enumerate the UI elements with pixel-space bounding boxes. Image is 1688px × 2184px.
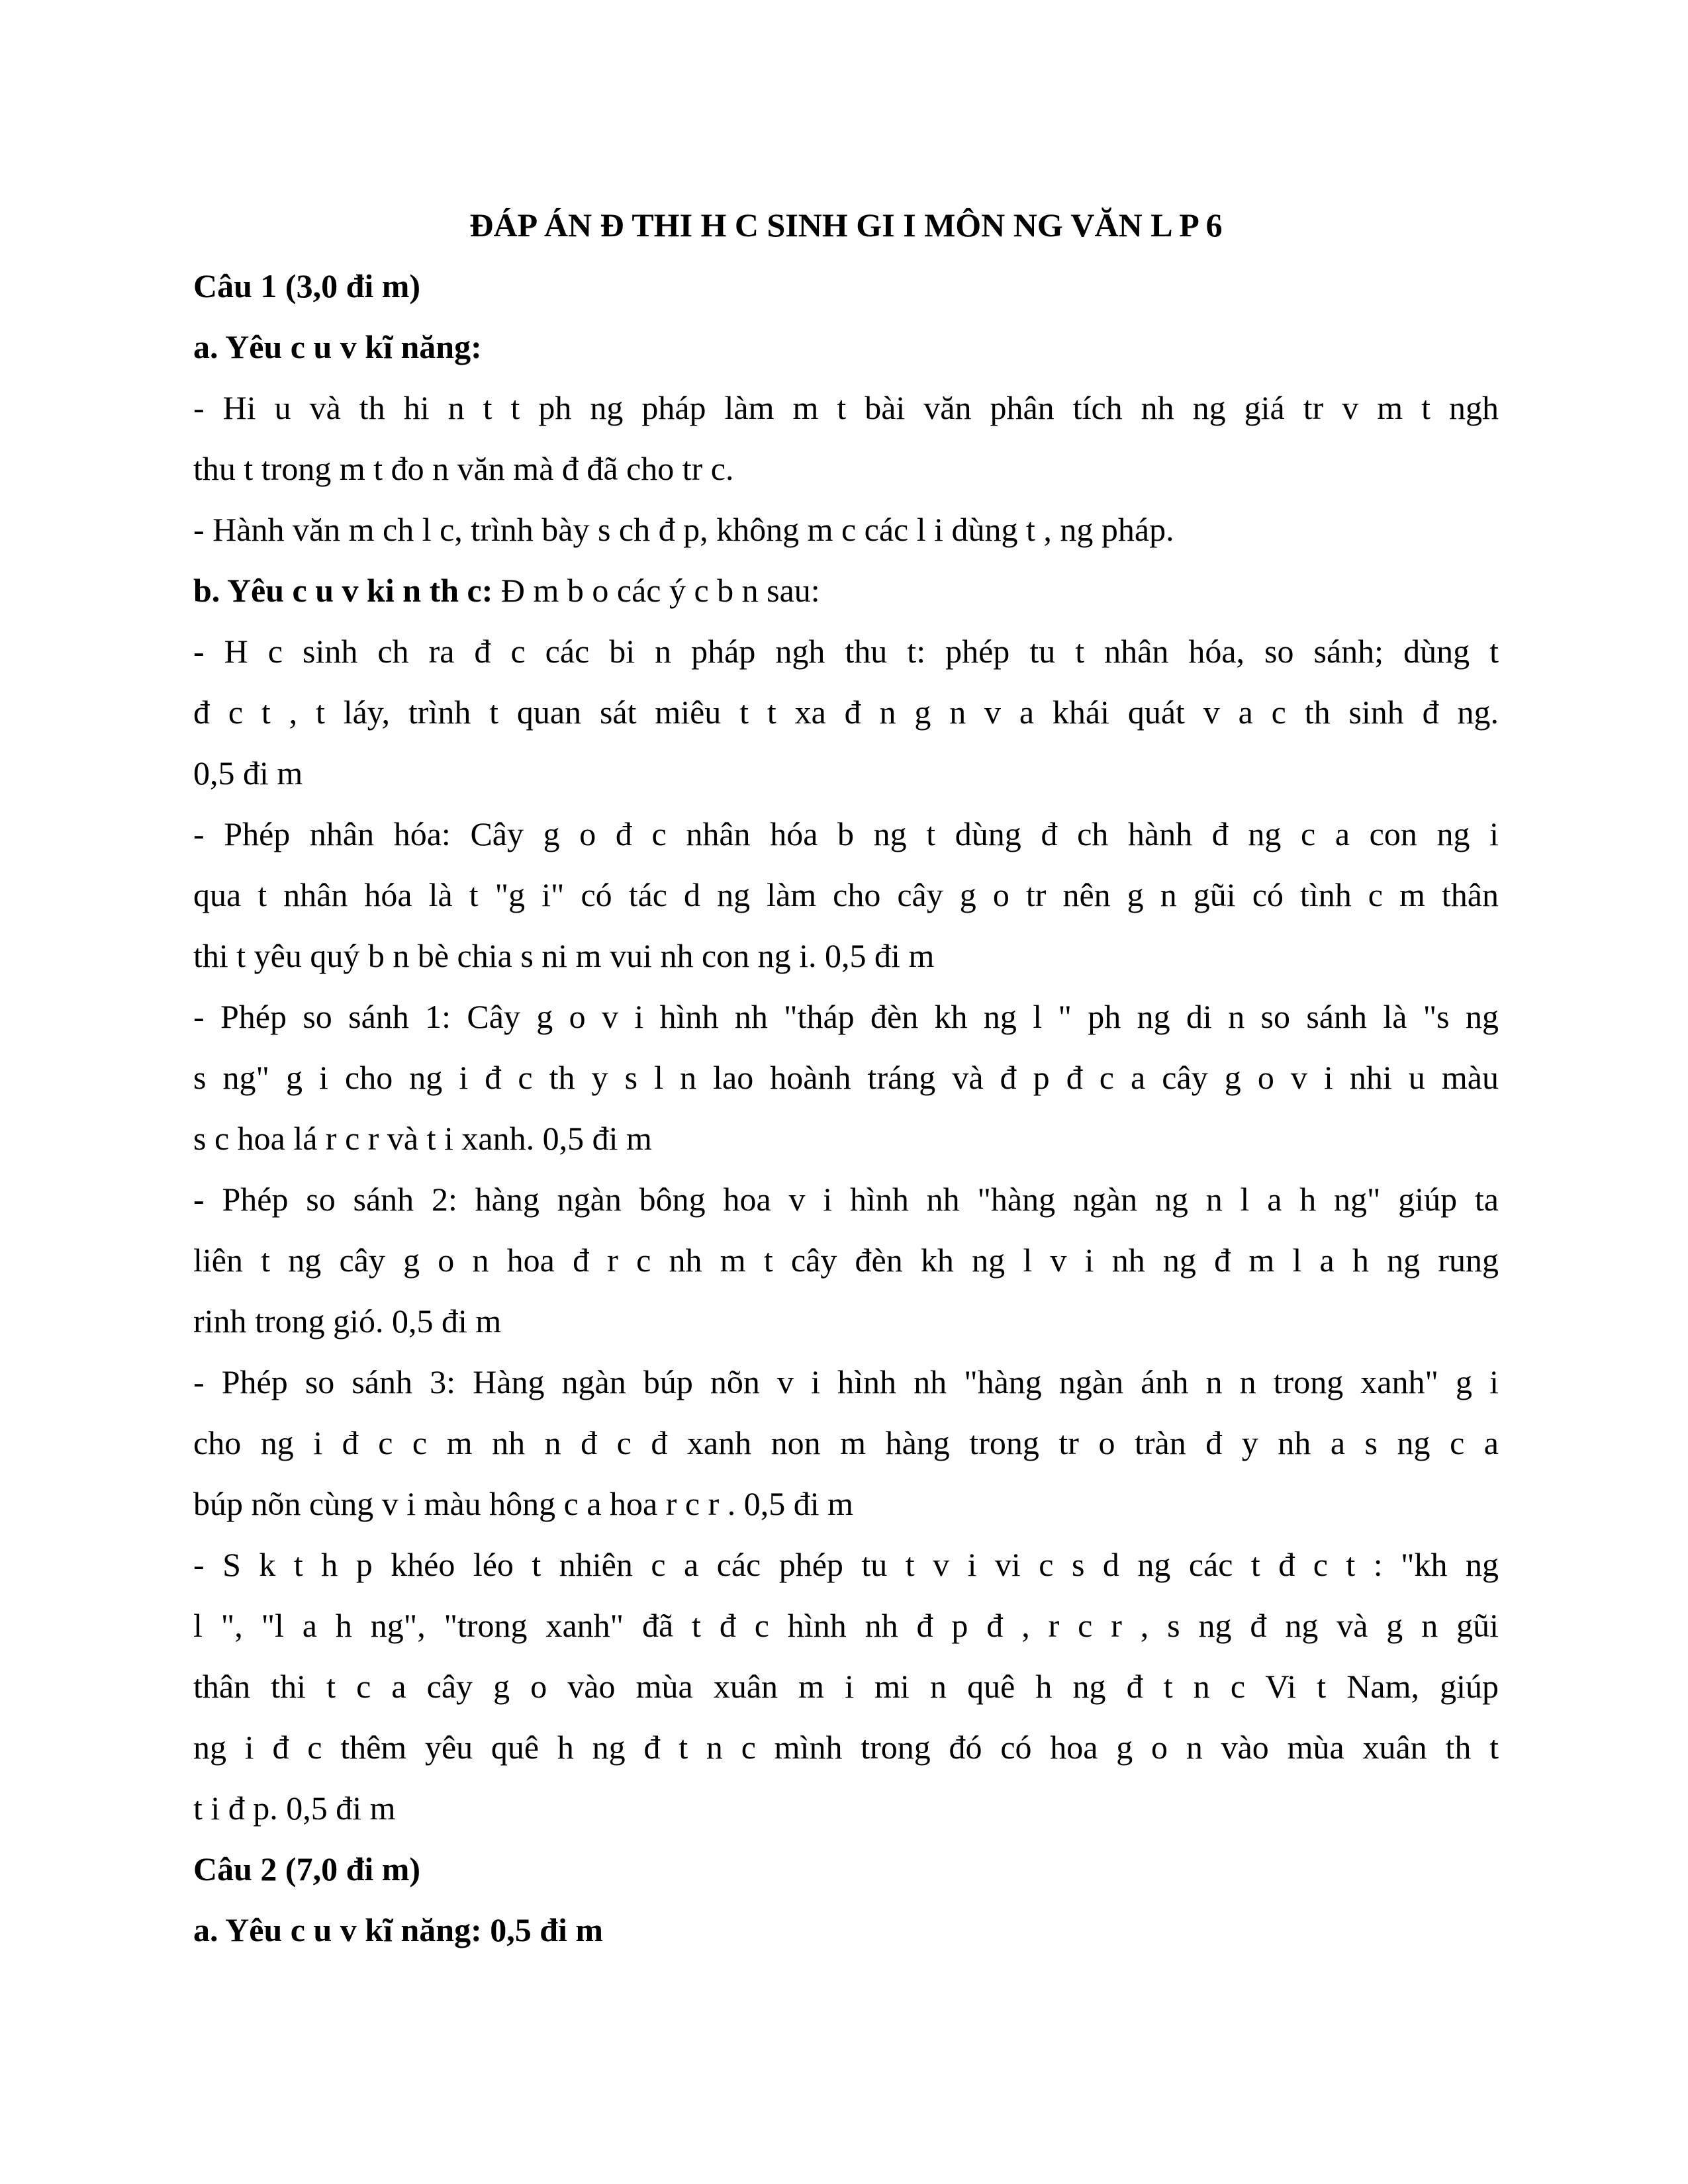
text-line: đ c t , t láy, trình t quan sát miêu t t xa đ n g n v a khái quát v a c th sinh đ ng. [193,694,1499,731]
text-line: rinh trong gió. 0,5 đi m [193,1302,502,1340]
text-line: - H c sinh ch ra đ c các bi n pháp ngh thu t: phép tu t nhân hóa, so sánh; dùng t [193,633,1499,670]
text-line: 0,5 đi m [193,754,303,792]
question-1-knowledge-heading [193,560,1499,621]
text-line: thân thi t c a cây g o vào mùa xuân m i mi n quê h ng đ t n c Vi t Nam, giúp [193,1668,1499,1705]
text-line: thu t trong m t đo n văn mà đ đã cho tr c. [193,450,734,487]
document-title: ĐÁP ÁN Đ THI H C SINH GI I MÔN NG VĂN L P 6 [469,206,1223,244]
paragraph-1 [193,621,1499,803]
knowledge-heading-label: b. Yêu c u v ki n th c: [193,572,493,609]
question-2-heading: Câu 2 (7,0 đi m) [193,1850,421,1888]
text-line: s ng" g i cho ng i đ c th y s l n lao hoành tráng và đ p đ c a cây g o v i nhi u màu [193,1059,1499,1096]
text-line: - Phép nhân hóa: Cây g o đ c nhân hóa b ng t dùng đ ch hành đ ng c a con ng i [193,815,1499,852]
text-line: ng i đ c thêm yêu quê h ng đ t n c mình trong đó có hoa g o n vào mùa xuân th t [193,1729,1499,1766]
text-line: - S k t h p khéo léo t nhiên c a các phép tu t v i vi c s d ng các t đ c t : "kh ng [193,1546,1499,1583]
question-1-heading: Câu 1 (3,0 đi m) [193,267,421,304]
text-line: - Phép so sánh 2: hàng ngàn bông hoa v i hình nh "hàng ngàn ng n l a h ng" giúp ta [193,1181,1499,1218]
paragraph-4 [193,1169,1499,1351]
document-body [193,195,1499,1960]
text-line: búp nõn cùng v i màu hông c a hoa r c r . 0,5 đi m [193,1485,854,1522]
question-1-skill-heading: a. Yêu c u v kĩ năng: [193,328,482,365]
paragraph-5 [193,1351,1499,1534]
text-line: cho ng i đ c c m nh n đ c đ xanh non m hàng trong tr o tràn đ y nh a s ng c a [193,1424,1499,1461]
text-line: - Hành văn m ch l c, trình bày s ch đ p, không m c các l i dùng t , ng pháp. [193,511,1174,548]
paragraph-6 [193,1534,1499,1839]
text-line: - Phép so sánh 1: Cây g o v i hình nh "tháp đèn kh ng l " ph ng di n so sánh là "s ng [193,998,1499,1035]
text-line: liên t ng cây g o n hoa đ r c nh m t cây đèn kh ng l v i nh ng đ m l a h ng rung [193,1242,1499,1279]
knowledge-heading-rest: Đ m b o các ý c b n sau: [492,572,820,609]
question-2-skill-heading: a. Yêu c u v kĩ năng: 0,5 đi m [193,1911,604,1948]
paragraph-3 [193,986,1499,1169]
text-line: qua t nhân hóa là t "g i" có tác d ng làm cho cây g o tr nên g n gũi có tình c m thân [193,876,1499,913]
text-line: t i đ p. 0,5 đi m [193,1790,396,1827]
paragraph-2 [193,803,1499,986]
text-line: l ", "l a h ng", "trong xanh" đã t đ c hình nh đ p đ , r c r , s ng đ ng và g n gũi [193,1607,1499,1644]
text-line: thi t yêu quý b n bè chia s ni m vui nh con ng i. 0,5 đi m [193,937,935,974]
text-line: - Hi u và th hi n t t ph ng pháp làm m t bài văn phân tích nh ng giá tr v m t ngh [193,389,1499,426]
text-line: s c hoa lá r c r và t i xanh. 0,5 đi m [193,1120,652,1157]
text-line: - Phép so sánh 3: Hàng ngàn búp nõn v i hình nh "hàng ngàn ánh n n trong xanh" g i [193,1363,1499,1400]
